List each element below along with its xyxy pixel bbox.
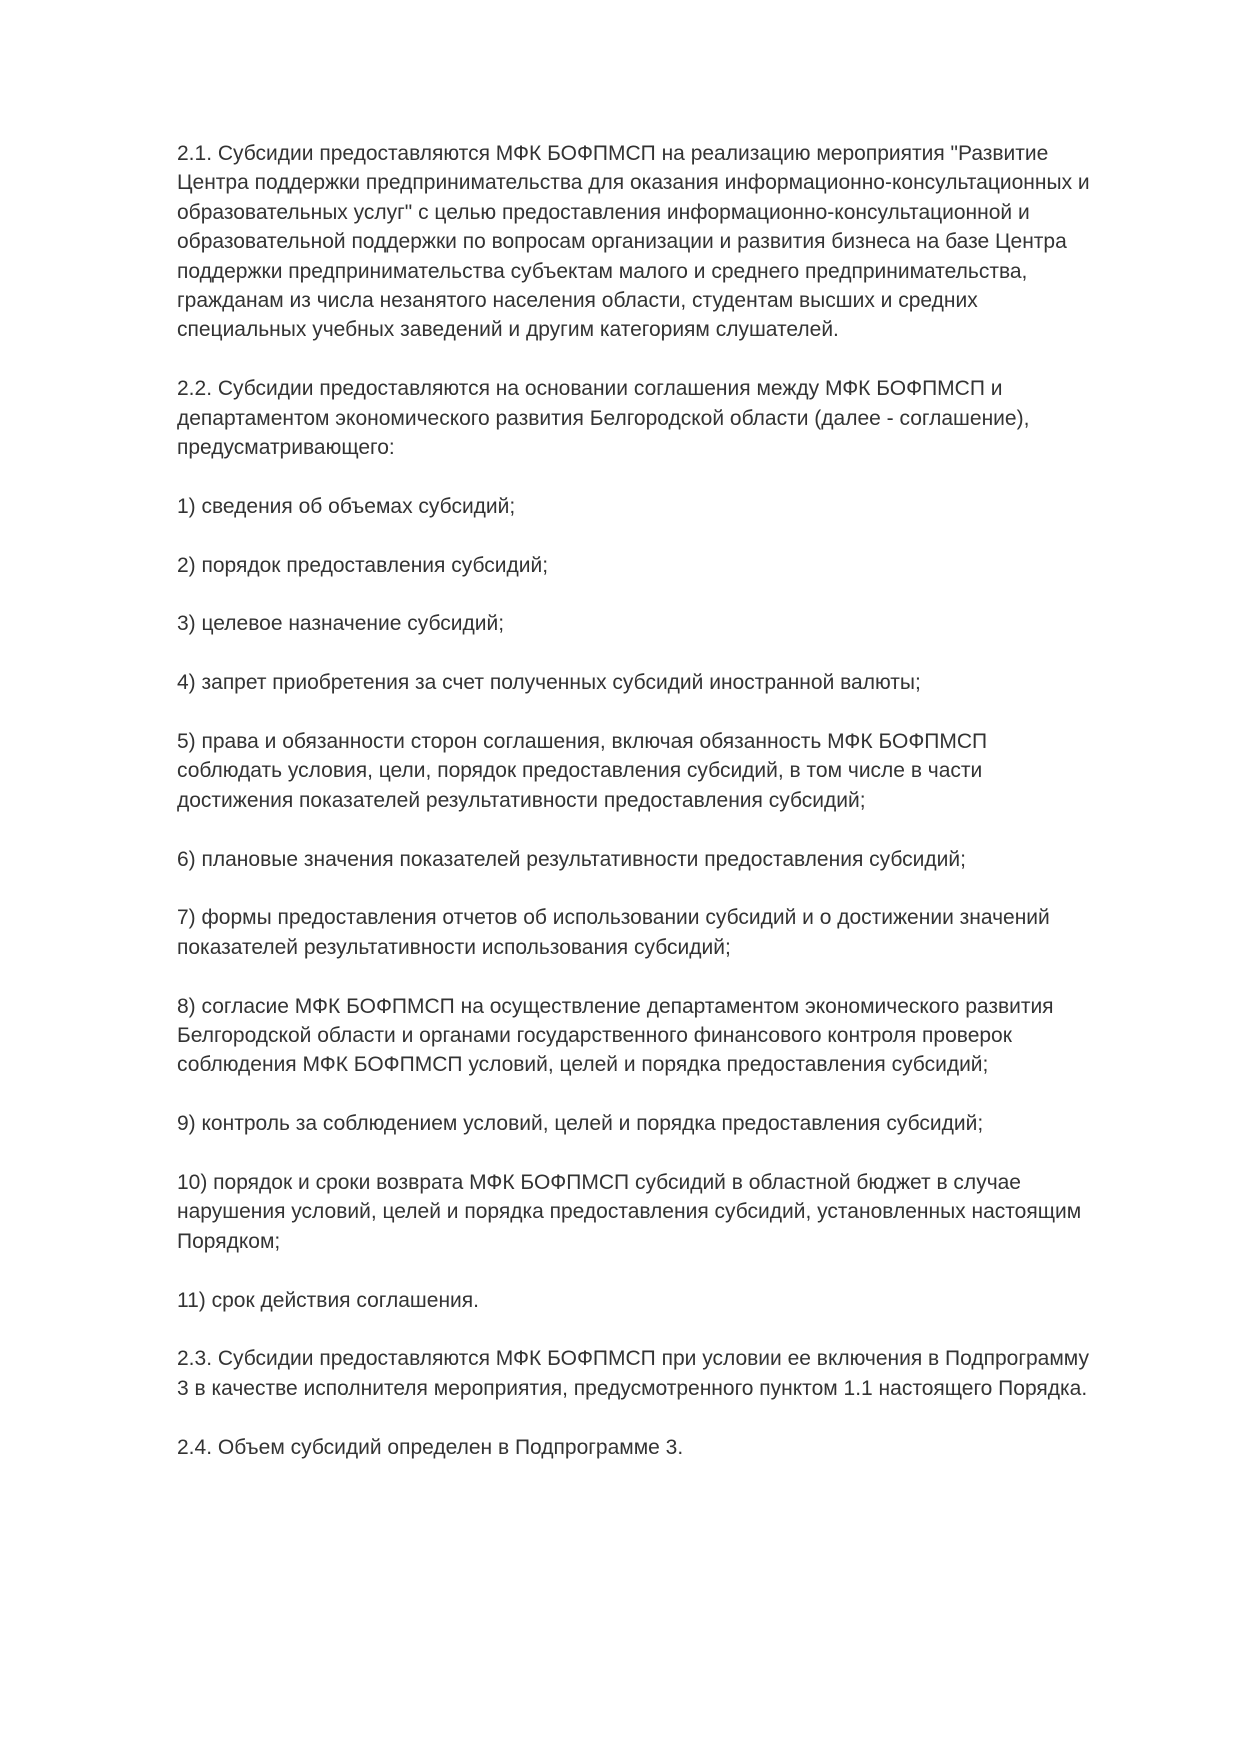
paragraph xyxy=(177,139,1177,345)
text-line: нарушения условий, целей и порядка предоставления субсидий, установленных настоящим xyxy=(177,1200,1082,1224)
text-line: 11) срок действия соглашения. xyxy=(177,1288,479,1312)
paragraph xyxy=(177,374,1177,462)
text-line: 7) формы предоставления отчетов об использовании субсидий и о достижении значений xyxy=(177,906,1050,930)
text-line: 4) запрет приобретения за счет полученных субсидий иностранной валюты; xyxy=(177,671,921,695)
paragraph xyxy=(177,992,1177,1080)
paragraph xyxy=(177,1286,1177,1315)
paragraph xyxy=(177,551,1177,580)
paragraph xyxy=(177,903,1177,962)
text-line: специальных учебных заведений и другим категориям слушателей. xyxy=(177,318,839,342)
text-line: предусматривающего: xyxy=(177,436,395,460)
paragraph xyxy=(177,1168,1177,1256)
text-line: 8) согласие МФК БОФПМСП на осуществление департаментом экономического развития xyxy=(177,994,1054,1018)
paragraph xyxy=(177,1344,1177,1403)
text-line: 3 в качестве исполнителя мероприятия, предусмотренного пунктом 1.1 настоящего Порядка. xyxy=(177,1376,1088,1400)
text-line: соблюдать условия, цели, порядок предоставления субсидий, в том числе в части xyxy=(177,759,983,783)
document-body xyxy=(177,139,1177,1491)
text-line: 6) плановые значения показателей результативности предоставления субсидий; xyxy=(177,847,966,871)
text-line: 2.1. Субсидии предоставляются МФК БОФПМСП на реализацию мероприятия "Развитие xyxy=(177,142,1049,165)
text-line: поддержки предпринимательства субъектам малого и среднего предпринимательства, xyxy=(177,259,1028,283)
text-line: Порядком; xyxy=(177,1229,281,1253)
text-line: показателей результативности использования субсидий; xyxy=(177,935,731,959)
text-line: 2) порядок предоставления субсидий; xyxy=(177,553,549,577)
text-line: 3) целевое назначение субсидий; xyxy=(177,612,505,636)
text-line: 2.2. Субсидии предоставляются на основании соглашения между МФК БОФПМСП и xyxy=(177,377,1003,401)
text-line: 5) права и обязанности сторон соглашения, включая обязанность МФК БОФПМСП xyxy=(177,730,988,754)
text-line: 9) контроль за соблюдением условий, целей и порядка предоставления субсидий; xyxy=(177,1112,984,1136)
text-line: соблюдения МФК БОФПМСП условий, целей и порядка предоставления субсидий; xyxy=(177,1053,989,1077)
paragraph xyxy=(177,668,1177,697)
text-line: образовательной поддержки по вопросам организации и развития бизнеса на базе Центра xyxy=(177,230,1067,254)
paragraph xyxy=(177,492,1177,521)
paragraph xyxy=(177,727,1177,815)
text-line: образовательных услуг" с целью предоставления информационно-консультационной и xyxy=(177,200,1030,224)
text-line: 2.3. Субсидии предоставляются МФК БОФПМСП при условии ее включения в Подпрограмму xyxy=(177,1347,1089,1371)
text-line: Белгородской области и органами государственного финансового контроля проверок xyxy=(177,1024,1012,1048)
text-line: 1) сведения об объемах субсидий; xyxy=(177,494,516,518)
paragraph xyxy=(177,609,1177,638)
text-line: достижения показателей результативности предоставления субсидий; xyxy=(177,788,866,812)
paragraph xyxy=(177,845,1177,874)
text-line: 2.4. Объем субсидий определен в Подпрограмме 3. xyxy=(177,1435,684,1459)
text-line: Центра поддержки предпринимательства для оказания информационно-консультационных и xyxy=(177,171,1090,195)
paragraph xyxy=(177,1109,1177,1138)
text-line: 10) порядок и сроки возврата МФК БОФПМСП субсидий в областной бюджет в случае xyxy=(177,1171,1021,1195)
text-line: департаментом экономического развития Белгородской области (далее - соглашение), xyxy=(177,406,1030,430)
text-line: гражданам из числа незанятого населения области, студентам высших и средних xyxy=(177,289,978,313)
paragraph xyxy=(177,1433,1177,1462)
